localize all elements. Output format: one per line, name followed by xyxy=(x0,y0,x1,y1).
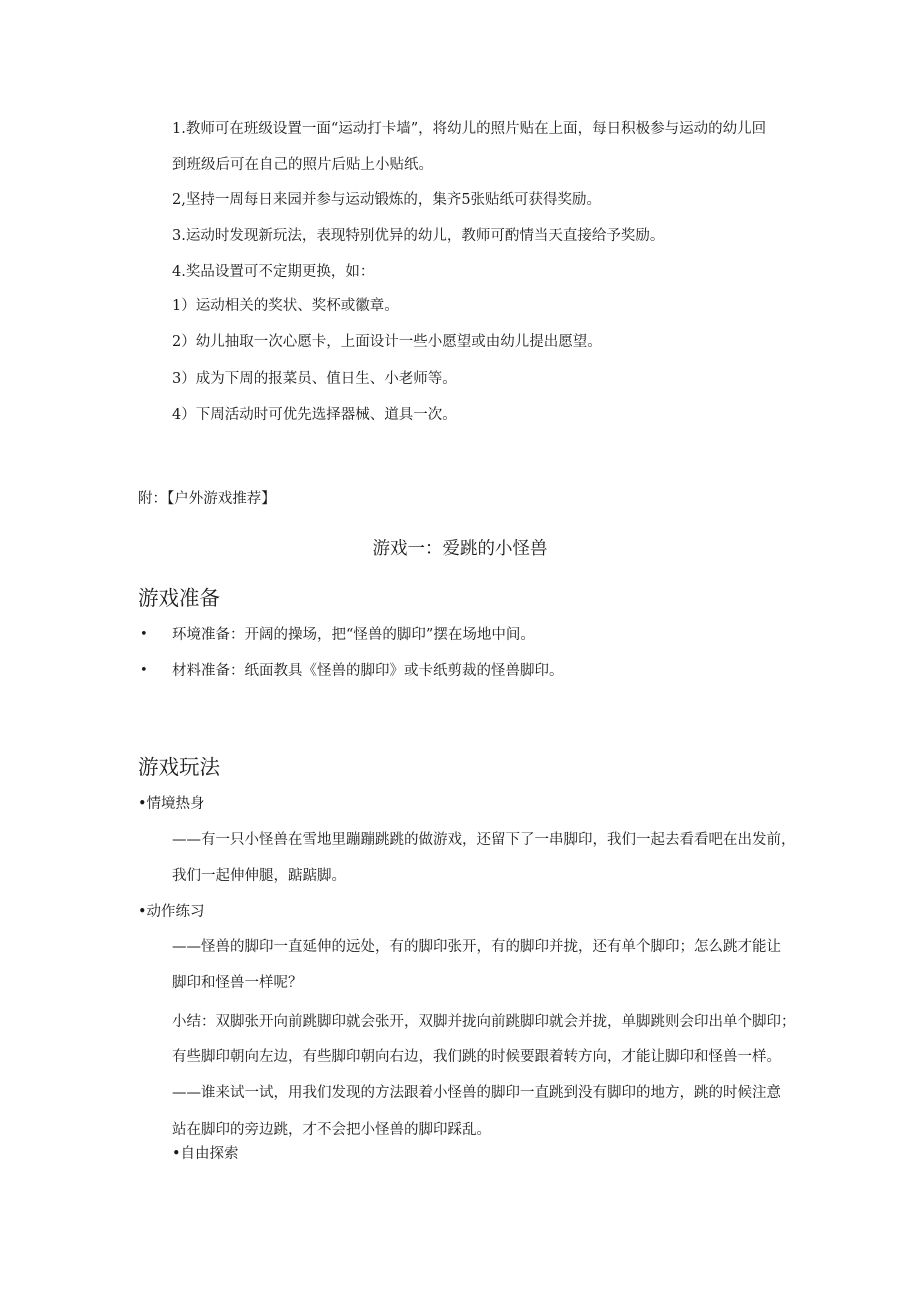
play-heading: 游戏玩法 xyxy=(138,755,220,779)
practice-label: •动作练习 xyxy=(138,904,205,920)
rule-line-8: 3）成为下周的报菜员、值日生、小老师等。 xyxy=(172,371,457,387)
practice-summary-line-2: 有些脚印朝向左边，有些脚印朝向右边，我们跳的时候要跟着转方向，才能让脚印和怪兽一样。 xyxy=(172,1049,781,1065)
rule-line-7: 2）幼儿抽取一次心愿卡，上面设计一些小愿望或由幼儿提出愿望。 xyxy=(172,334,602,350)
rule-line-4: 3.运动时发现新玩法，表现特别优异的幼儿，教师可酌情当天直接给予奖励。 xyxy=(172,228,665,244)
practice-line-1: ——怪兽的脚印一直延伸的远处，有的脚印张开，有的脚印并拢，还有单个脚印；怎么跳才能让 xyxy=(172,939,781,955)
appendix-label: 附：【户外游戏推荐】 xyxy=(138,491,276,507)
rule-line-3: 2,坚持一周每日来园并参与运动锻炼的，集齐5张贴纸可获得奖励。 xyxy=(172,192,602,208)
prep-item-materials: 材料准备：纸面教具《怪兽的脚印》或卡纸剪裁的怪兽脚印。 xyxy=(172,663,564,679)
rule-line-6: 1）运动相关的奖状、奖杯或徽章。 xyxy=(172,298,399,314)
rule-line-2: 到班级后可在自己的照片后贴上小贴纸。 xyxy=(172,157,433,173)
practice-line-2: 脚印和怪兽一样呢？ xyxy=(172,975,303,991)
prep-heading: 游戏准备 xyxy=(138,586,220,610)
bullet-icon: • xyxy=(140,663,148,678)
rule-line-5: 4.奖品设置可不定期更换，如： xyxy=(172,264,375,280)
warmup-label: •情境热身 xyxy=(138,796,205,812)
prep-item-environment: 环境准备：开阔的操场，把“怪兽的脚印”摆在场地中间。 xyxy=(172,627,535,643)
warmup-line-2: 我们一起伸伸腿，踮踮脚。 xyxy=(172,868,346,884)
practice-summary-line-1: 小结：双脚张开向前跳脚印就会张开，双脚并拢向前跳脚印就会并拢，单脚跳则会印出单个脚印； xyxy=(172,1014,796,1030)
warmup-line-1: ——有一只小怪兽在雪地里蹦蹦跳跳的做游戏，还留下了一串脚印，我们一起去看看吧在出发前， xyxy=(172,832,796,848)
rule-line-9: 4）下周活动时可优先选择器械、道具一次。 xyxy=(172,407,457,423)
practice-line-6: 站在脚印的旁边跳，才不会把小怪兽的脚印踩乱。 xyxy=(172,1122,491,1138)
bullet-icon: • xyxy=(140,627,148,642)
rule-line-1: 1.教师可在班级设置一面“运动打卡墙”，将幼儿的照片贴在上面，每日积极参与运动的幼儿回 xyxy=(172,121,767,137)
practice-line-5: ——谁来试一试，用我们发现的方法跟着小怪兽的脚印一直跳到没有脚印的地方，跳的时候注意 xyxy=(172,1085,781,1101)
explore-label: •自由探索 xyxy=(172,1146,239,1162)
game-title: 游戏一：爱跳的小怪兽 xyxy=(372,539,548,559)
